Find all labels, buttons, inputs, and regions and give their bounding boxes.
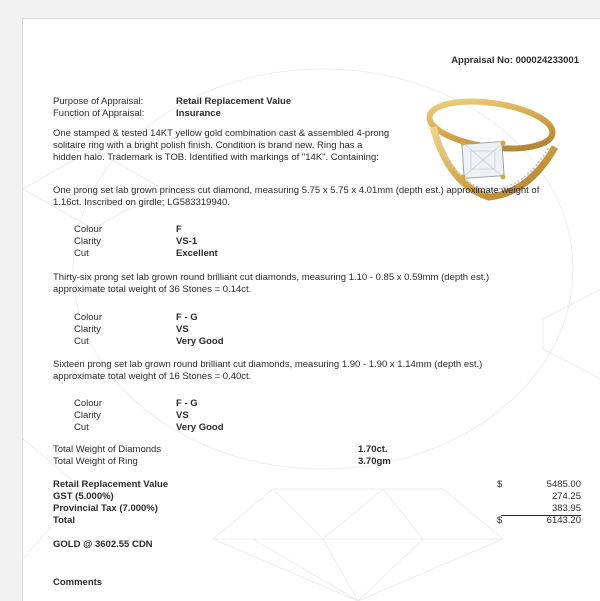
gst-label: GST (5.000%) bbox=[53, 491, 114, 502]
stone-3-description: Sixteen prong set lab grown round brilliant cut diamonds, measuring 1.90 - 1.90 x 1.14mm (depth est.) approximate total weight of 16 Stones = 0.40ct. bbox=[53, 359, 483, 382]
function-label: Function of Appraisal: bbox=[53, 108, 145, 119]
ring-description: One stamped & tested 14KT yellow gold combination cast & assembled 4-prong solitaire ring with a bright polish finish. Condition is brand new. Ring has a hidden halo. Trademark is TOB. Identified with markings of "14K". Containing: bbox=[53, 128, 390, 163]
total-currency: $ bbox=[497, 515, 503, 526]
pst-label: Provincial Tax (7.000%) bbox=[53, 503, 158, 514]
stone-1-clarity-label: Clarity bbox=[74, 236, 101, 247]
rrv-currency: $ bbox=[497, 479, 503, 490]
stone-2-description: Thirty-six prong set lab grown round brilliant cut diamonds, measuring 1.10 - 0.85 x 0.59mm (depth est.) approximate total weight of 36 Stones = 0.14ct. bbox=[53, 272, 490, 295]
stone-2-colour-value: F - G bbox=[176, 312, 198, 323]
gold-rate: GOLD @ 3602.55 CDN bbox=[53, 539, 153, 550]
stone-2-clarity-value: VS bbox=[176, 324, 189, 335]
appraisal-number: Appraisal No: 000024233001 bbox=[451, 55, 579, 66]
gst-value: 274.25 bbox=[551, 491, 581, 502]
purpose-label: Purpose of Appraisal: bbox=[53, 96, 144, 107]
stone-1-cut-value: Excellent bbox=[176, 248, 218, 259]
total-diamonds-value: 1.70ct. bbox=[358, 444, 388, 455]
rrv-value: 5485.00 bbox=[546, 479, 581, 490]
stone-2-cut-label: Cut bbox=[74, 336, 89, 347]
total-ring-label: Total Weight of Ring bbox=[53, 456, 138, 467]
stone-2-cut-value: Very Good bbox=[176, 336, 224, 347]
stone-1-colour-label: Colour bbox=[74, 224, 102, 235]
comments-heading: Comments bbox=[53, 577, 103, 588]
stone-3-cut-label: Cut bbox=[74, 422, 89, 433]
rrv-label: Retail Replacement Value bbox=[53, 479, 169, 490]
stone-2-colour-label: Colour bbox=[74, 312, 102, 323]
total-diamonds-label: Total Weight of Diamonds bbox=[53, 444, 162, 455]
stone-1-clarity-value: VS-1 bbox=[176, 236, 198, 247]
appraisal-document bbox=[22, 18, 600, 601]
total-value: 6143.20 bbox=[546, 515, 581, 526]
stone-3-clarity-value: VS bbox=[176, 410, 189, 421]
stone-3-clarity-label: Clarity bbox=[74, 410, 101, 421]
total-label: Total bbox=[53, 515, 75, 526]
stone-2-clarity-label: Clarity bbox=[74, 324, 101, 335]
stone-1-cut-label: Cut bbox=[74, 248, 89, 259]
pst-value: 383.95 bbox=[501, 503, 581, 516]
stone-1-colour-value: F bbox=[176, 224, 182, 235]
stone-3-cut-value: Very Good bbox=[176, 422, 224, 433]
purpose-value: Retail Replacement Value bbox=[176, 96, 292, 107]
total-ring-value: 3.70gm bbox=[358, 456, 391, 467]
function-value: Insurance bbox=[176, 108, 221, 119]
stone-1-description: One prong set lab grown princess cut diamond, measuring 5.75 x 5.75 x 4.01mm (depth est.) approximate weight of 1.16ct. Inscribed on girdle; LG583319940. bbox=[53, 185, 540, 208]
stone-3-colour-value: F - G bbox=[176, 398, 198, 409]
stone-3-colour-label: Colour bbox=[74, 398, 102, 409]
